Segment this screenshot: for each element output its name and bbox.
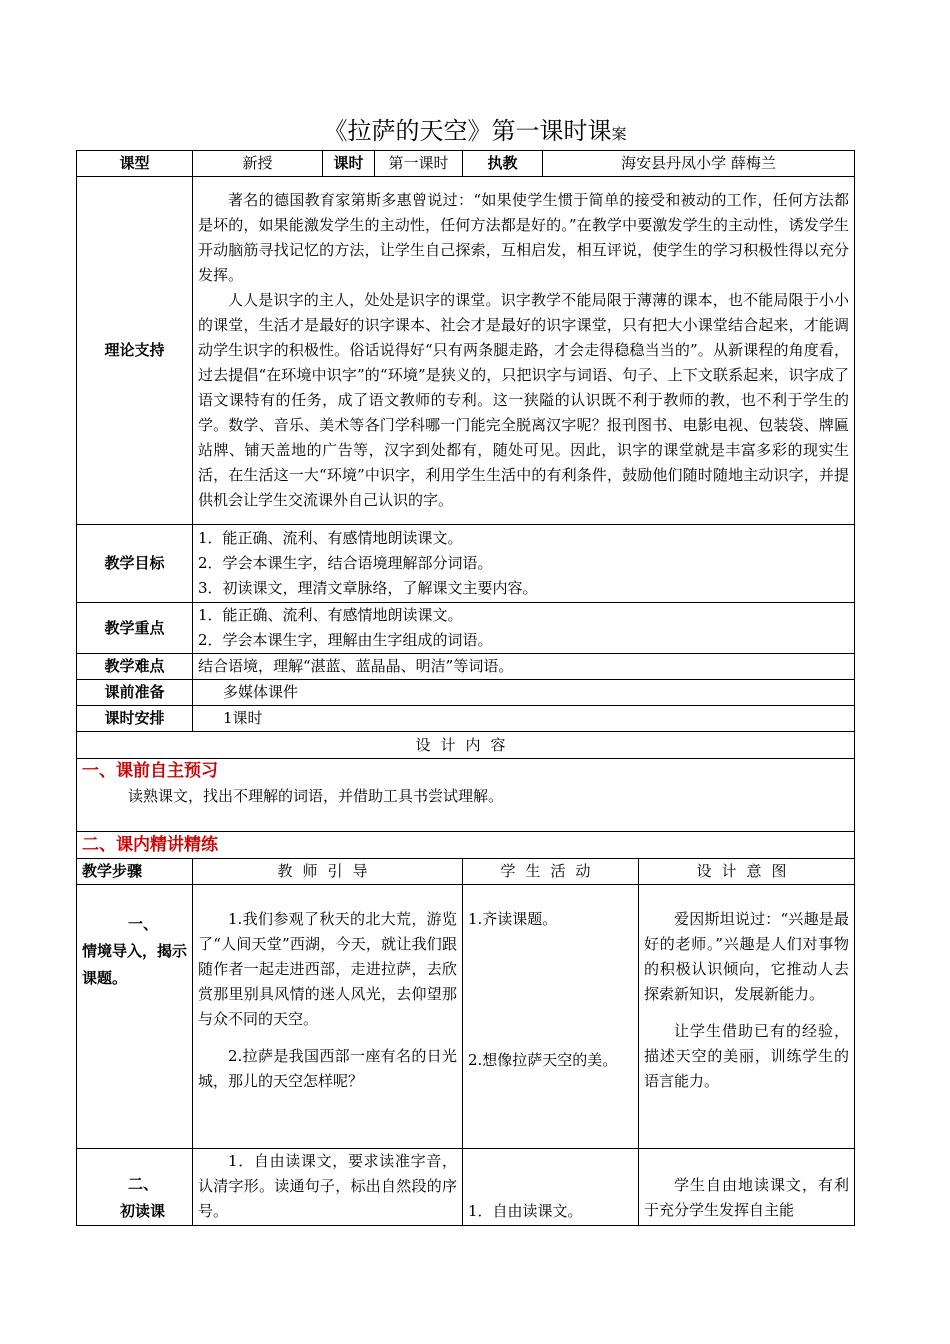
section1-content: [77, 759, 855, 832]
schedule-label: 课时安排: [77, 706, 193, 732]
theory-paragraph-1: 著名的德国教育家第斯多惠曾说过：“如果使学生惯于简单的接受和被动的工作，任何方法都是坏的，如果能激发学生的主动性，任何方法都是好的。”在教学中要激发学生的主动性，诱发学生开动脑筋寻找记忆的方法，让学生自己探索，互相启发，相互评说，使学生的学习积极性得以充分发挥。: [198, 191, 849, 284]
step1-teacher-1: 1.我们参观了秋天的北大荒，游览了“人间天堂”西湖，今天，就让我们跟随作者一起走进西部，走进拉萨，去欣赏那里别具风情的迷人风光，去仰望那与众不同的天空。: [198, 910, 457, 1028]
step1-student-1: 1.齐读课题。: [468, 910, 558, 928]
step2-label-text: 初读课: [120, 1202, 166, 1220]
type-label: 课型: [77, 151, 193, 177]
step1-teacher: [193, 885, 463, 1149]
goals-label: 教学目标: [77, 525, 193, 603]
prep-row: [77, 680, 855, 706]
key-item: 1．能正确、流利、有感情地朗读课文。: [198, 606, 463, 624]
steps-header-row: [77, 859, 855, 885]
theory-row: [77, 177, 855, 525]
step1-row: [77, 885, 855, 1149]
step1-teacher-2: 2.拉萨是我国西部一座有名的日光城，那儿的天空怎样呢？: [198, 1047, 457, 1090]
prep-label: 课前准备: [77, 680, 193, 706]
steps-header-teacher: 教师引导: [193, 859, 463, 885]
step2-intent-1: 学生自由地读课文，有利于充分学生发挥自主能: [644, 1176, 849, 1219]
section2-title: 二、课内精讲精练: [77, 832, 855, 859]
theory-paragraph-2: 人人是识字的主人，处处是识字的课堂。识字教学不能局限于薄薄的课本，也不能局限于小小的课堂，生活才是最好的识字课本、社会才是最好的识字课堂，只有把大小课堂结合起来，才能调动学生识字的积极性。俗话说得好“只有两条腿走路，才会走得稳稳当当的”。从新课程的角度看，过去提倡“在环境中识字”的“环境”是狭义的，只把识字与词语、句子、上下文联系起来，识字成了语文课特有的任务，成了语文教师的专利。这一狭隘的认识既不利于教师的教，也不利于学生的学。数学、音乐、美术等各门学科哪一门能完全脱离汉字呢？报刊图书、电影电视、包装袋、牌匾站牌、铺天盖地的广告等，汉字到处都有，随处可见。因此，识字的课堂就是丰富多彩的现实生活，在生活这一大“环境”中识字，利用学生生活中的有利条件，鼓励他们随时随地主动识字，并提供机会让学生交流课外自己认识的字。: [198, 291, 849, 509]
step2-row: [77, 1149, 855, 1226]
difficulty-label: 教学难点: [77, 654, 193, 680]
key-item: 2．学会本课生字，理解由生字组成的词语。: [198, 631, 493, 649]
design-header-row: [77, 732, 855, 759]
goal-item: 1．能正确、流利、有感情地朗读课文。: [198, 529, 463, 547]
type-value: 新授: [193, 151, 323, 177]
steps-header-student: 学生活动: [463, 859, 639, 885]
theory-content: [193, 177, 855, 525]
steps-header-intent: 设计意图: [639, 859, 855, 885]
step1-student: [463, 885, 639, 1149]
goals-content: [193, 525, 855, 603]
step2-student-1: 1．自由读课文。: [468, 1202, 583, 1220]
key-content: [193, 603, 855, 654]
step2-teacher-1: 1．自由读课文，要求读准字音，认清字形。读通句子，标出自然段的序号。: [198, 1152, 457, 1220]
step1-intent-2: 让学生借助已有的经验，描述天空的美丽，训练学生的语言能力。: [644, 1022, 849, 1090]
section1-title: 一、课前自主预习: [82, 761, 218, 781]
key-row: [77, 603, 855, 654]
goal-item: 2．学会本课生字，结合语境理解部分词语。: [198, 554, 493, 572]
section1-row: [77, 759, 855, 832]
info-row: [77, 151, 855, 177]
step1-student-2: 2.想像拉萨天空的美。: [468, 1051, 618, 1069]
key-label: 教学重点: [77, 603, 193, 654]
section2-row: [77, 832, 855, 859]
period-value: 第一课时: [375, 151, 463, 177]
teacher-label: 执教: [463, 151, 543, 177]
step1-intent-1: 爱因斯坦说过：“兴趣是最好的老师。”兴趣是人们对事物的积极认识倾向，它推动人去探索新知识，发展新能力。: [644, 910, 849, 1003]
goal-item: 3．初读课文，理清文章脉络，了解课文主要内容。: [198, 579, 538, 597]
step2-student: [463, 1149, 639, 1226]
teacher-value: 海安县丹凤小学 薛梅兰: [543, 151, 855, 177]
steps-header-step: 教学步骤: [77, 859, 193, 885]
lesson-plan-table: [76, 150, 855, 1226]
period-label: 课时: [323, 151, 375, 177]
step2-label-number: 二、: [128, 1175, 159, 1193]
theory-label: 理论支持: [77, 177, 193, 525]
step1-label: [77, 885, 193, 1149]
document-title: 《拉萨的天空》第一课时课案: [323, 117, 627, 145]
goals-row: [77, 525, 855, 603]
schedule-row: [77, 706, 855, 732]
step2-teacher: [193, 1149, 463, 1226]
step1-label-number: 一、: [128, 915, 159, 933]
step1-intent: [639, 885, 855, 1149]
schedule-value: 1课时: [193, 706, 855, 732]
prep-value: 多媒体课件: [193, 680, 855, 706]
difficulty-row: [77, 654, 855, 680]
difficulty-value: 结合语境，理解“湛蓝、蓝晶晶、明洁”等词语。: [193, 654, 855, 680]
design-header: 设计内容: [77, 732, 855, 759]
step2-intent: [639, 1149, 855, 1226]
step1-label-text: 情境导入，揭示课题。: [82, 942, 188, 987]
step2-label: [77, 1149, 193, 1226]
section1-text: 读熟课文，找出不理解的词语，并借助工具书尝试理解。: [128, 787, 504, 805]
